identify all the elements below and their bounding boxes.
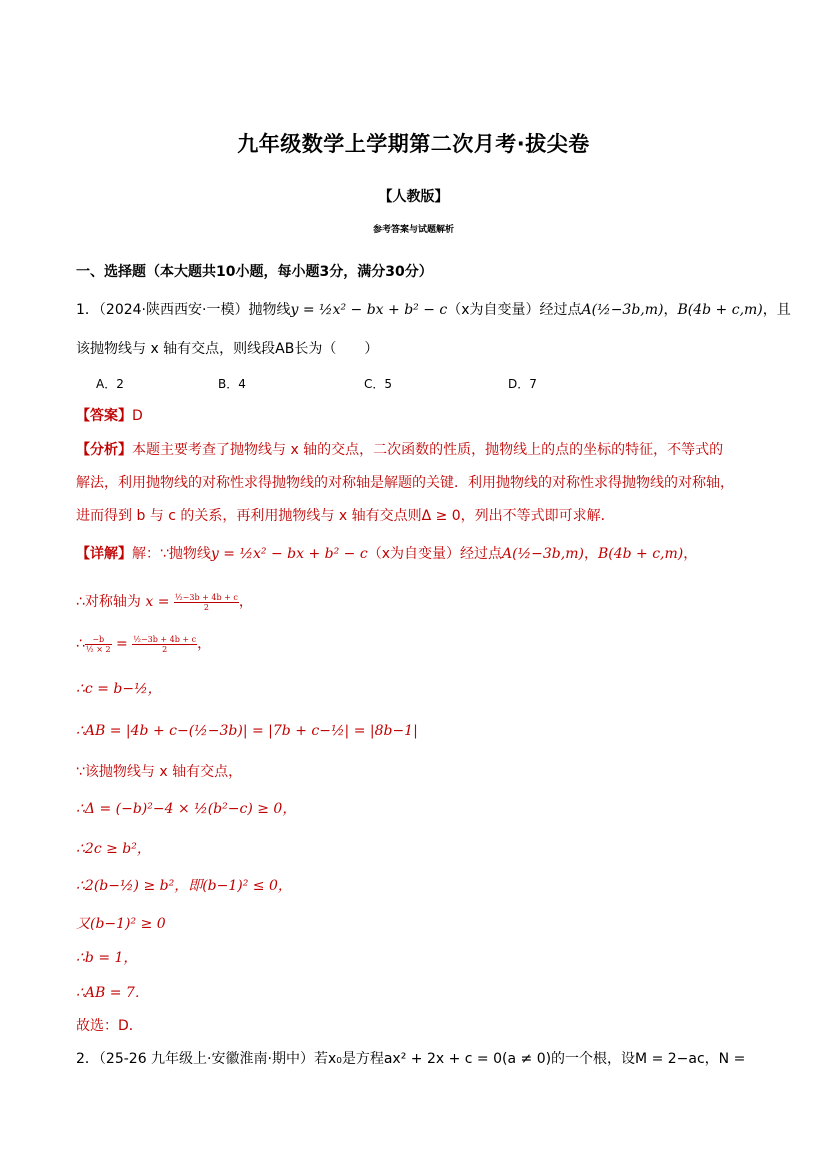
q1-stem-line1: 1．（2024·陕西西安·一模）抛物线y = ½x² − bx + b² − c（x为自变量）经过点A(½−3b,m)，B(4b + c,m)，且 xyxy=(76,302,791,318)
q2-stem: 若x₀是方程ax² + 2x + c = 0(a ≠ 0)的一个根，设M = 2−ac，N = xyxy=(313,1051,746,1067)
analysis-text-1: 本题主要考查了抛物线与 x 轴的交点，二次函数的性质，抛物线上的点的坐标的特征，不等式的 xyxy=(132,442,724,458)
detail-intro: 解：∵抛物线 xyxy=(132,546,211,562)
q1-option-b: B．4 xyxy=(218,377,246,391)
step-1-text: ∴对称轴为 xyxy=(76,594,141,610)
q2-number: 2． xyxy=(76,1051,99,1067)
step-substitute: ∴2(b−½) ≥ b²，即(b−1)² ≤ 0， xyxy=(76,878,292,894)
q1-equation: y = ½x² − bx + b² − c xyxy=(290,302,448,318)
q1-analysis-line2: 解法，利用抛物线的对称性求得抛物线的对称轴是解题的关键．利用抛物线的对称性求得抛物线的对称轴， xyxy=(76,475,734,491)
document-subtitle: 参考答案与试题解析 xyxy=(372,225,454,235)
detail-point-b: B(4b + c,m) xyxy=(597,546,684,562)
q2-stem-line1 xyxy=(76,1049,745,1069)
step-c-value: ∴c = b−½， xyxy=(76,681,162,697)
step-intersection: ∵该抛物线与 x 轴有交点， xyxy=(76,764,243,780)
step-ab-expression: ∴AB = |4b + c−(½−3b)| = |7b + c−½| = |8b−1| xyxy=(76,723,418,739)
q1-analysis-line3: 进而得到 b 与 c 的关系，再利用抛物线与 x 轴有交点则Δ ≥ 0，列出不等式即可求解． xyxy=(76,508,615,524)
q1-stem-part3: ，且 xyxy=(762,302,791,318)
q1-analysis-line1 xyxy=(76,440,723,460)
analysis-label: 【分析】 xyxy=(76,442,132,458)
q1-stem-line2: 该抛物线与 x 轴有交点，则线段AB长为（ ） xyxy=(76,341,379,357)
q1-source: （2024·陕西西安·一模） xyxy=(98,302,249,318)
step-inequality: ∴2c ≥ b²， xyxy=(76,841,151,857)
step-nonnegative: 又(b−1)² ≥ 0 xyxy=(76,916,166,932)
edition-label: 【人教版】 xyxy=(378,189,449,205)
step-equation: ∴ $\frac{-b}{\text{½ × 2}}$ = $\frac{\text{½−3b + 4b + c}}{2}$ ， xyxy=(76,634,212,654)
section-heading: 一、选择题（本大题共10小题，每小题3分，满分30分） xyxy=(76,264,433,280)
detail-point-a: A(½−3b,m) xyxy=(502,546,584,562)
q1-stem-part1: 抛物线 xyxy=(248,302,291,318)
step-b-value: ∴b = 1， xyxy=(76,950,138,966)
q1-answer xyxy=(76,406,143,426)
detail-equation: y = ½x² − bx + b² − c xyxy=(210,546,368,562)
step-symmetry-axis: ∴对称轴为 x = $\frac{\text{½−3b + 4b + c}}{2}$ ， xyxy=(76,592,253,612)
q1-option-a: A．2 xyxy=(96,377,124,391)
q1-detail-intro: 【详解】解：∵抛物线y = ½x² − bx + b² − c（x为自变量）经过点A(½−3b,m)，B(4b + c,m)， xyxy=(76,546,698,562)
answer-value: D xyxy=(132,408,143,424)
q1-option-d: D．7 xyxy=(508,377,537,391)
detail-label: 【详解】 xyxy=(76,546,132,562)
document-title: 九年级数学上学期第二次月考·拔尖卷 xyxy=(237,132,590,156)
q1-stem-part2: （x为自变量）经过点 xyxy=(447,302,582,318)
q1-number: 1． xyxy=(76,302,99,318)
q2-source: （25-26 九年级上·安徽淮南·期中） xyxy=(98,1051,314,1067)
detail-stem-part2: （x为自变量）经过点 xyxy=(367,546,503,562)
q1-point-b: B(4b + c,m) xyxy=(677,302,763,318)
step-ab-result: ∴AB = 7． xyxy=(76,985,149,1001)
step-choice: 故选：D． xyxy=(76,1018,143,1034)
step-discriminant: ∴Δ = (−b)²−4 × ½(b²−c) ≥ 0， xyxy=(76,801,297,817)
q1-point-a: A(½−3b,m) xyxy=(581,302,664,318)
q1-option-c: C．5 xyxy=(364,377,393,391)
axis-fraction: $\frac{\text{½−3b + 4b + c}}{2}$ xyxy=(174,592,238,612)
answer-label: 【答案】 xyxy=(76,408,132,424)
